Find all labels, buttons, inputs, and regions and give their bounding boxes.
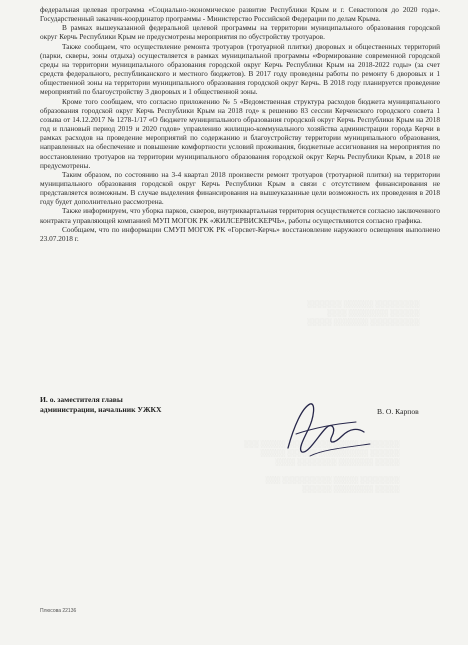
letter-body [40,5,440,243]
signatory-title-line2: администрации, начальник УЖКХ [40,405,162,414]
handwritten-signature [270,398,380,460]
paragraph: В рамках вышеуказанной федеральной целевой программы на территории муниципального образования городской округ Керчь Республики Крым не предусмотрены мероприятия по обустройству тротуаров. [40,23,440,42]
paragraph: Кроме того сообщаем, что согласно приложению № 5 «Ведомственная структура расходов бюджета муниципального образования городской округ Керчь Республики Крым на 2018 год» к решению 83 сессии Керченского городского совета 1 созыва от 14.12.2017 № 1278-1/17 «О бюджете муниципального образования городской округ Керчь Республики Крым на 2018 год и плановый период 2019 и 2020 годов» управлению жилищно-коммунального хозяйства администрации города Керчи в рамках расходов на проведение мероприятий по содержанию и благоустройству территории муниципального образования, направленных на обеспечение и повышение комфортности условий проживания, бюджетные ассигнования на мероприятия по восстановлению тротуаров на территории муниципального образования городской округ Керчь Республики Крым, в 2018 не предусмотрены. [40,96,440,170]
signatory-title-line1: И. о. заместителя главы [40,395,123,404]
signatory-title [40,395,161,415]
show-through-text: ░░░░░░░░ ░░░░░ ░░░░░░░░░ ░░░░░ ░░░ ░░░░░░ ░░░░░░░░░░ ░░░░░░ ░░░░░ ░░░░░ ░░░░░░░ ░░░░░░░░ ░░░░ ░░░░░░░░ ░░░░░ ░░░░░░░░░░ ░░░ ░░░░░ ░░░░░░░░ ░░░░░░ [244,440,400,493]
show-through-text: ░░░░░░░░░ ░░░░░░ ░░░░░░░ ░░░░░░ ░░░░░░░░ ░░░░ ░░░░░░░░░░ ░░░░░░░ ░░░░░ [307,300,420,326]
paragraph: федеральная целевая программа «Социально-экономическое развитие Республики Крым и г. Севастополя до 2020 года». Государственный заказчик-координатор программы - Министерство Российской Федерации по делам Крыма. [40,5,440,24]
paragraph: Сообщаем, что по информации СМУП МОГОК РК «Горсвет-Керчь» восстановление наружного освещения выполнено 23.07.2018 г. [40,224,440,243]
executor-note: Плюсова 22136 [40,608,77,614]
paragraph: Также сообщаем, что осуществление ремонта тротуаров (тротуарной плитки) дворовых и общественных территорий (парки, скверы, зоны отдыха) осуществляется в рамках муниципальной программы «Формирование современной городской среды на территории муниципального образования городской округ Керчь Республики Крым на 2018-2022 годы» (за счет средств федерального, республиканского и местного бюджетов). В 2017 году проведены работы по ремонту 6 дворовых и 1 общественной зоны на территории муниципального образования городской округ Керчь. В 2018 году планируется проведение мероприятий по благоустройству 3 дворовых и 1 общественной зоны. [40,41,440,97]
paragraph: Также информируем, что уборка парков, скверов, внутриквартальная территория осуществляется согласно заключенного контракта управляющей компанией МУП МОГОК РК «ЖИЛСЕРВИСКЕРЧЬ», работы осуществляются согласно графика. [40,206,440,225]
signatory-name: В. О. Карпов [377,407,419,416]
paragraph: Таким образом, по состоянию на 3-4 квартал 2018 произвести ремонт тротуаров (тротуарной плитки) на территории муниципального образования городской округ Керчь Республики Крым в связи с отсутствием финансирования не представляется возможным. В случае выделения финансирования на вышеуказанные цели возможность их проведения в 2018 году будет дополнительно рассмотрена. [40,169,440,207]
